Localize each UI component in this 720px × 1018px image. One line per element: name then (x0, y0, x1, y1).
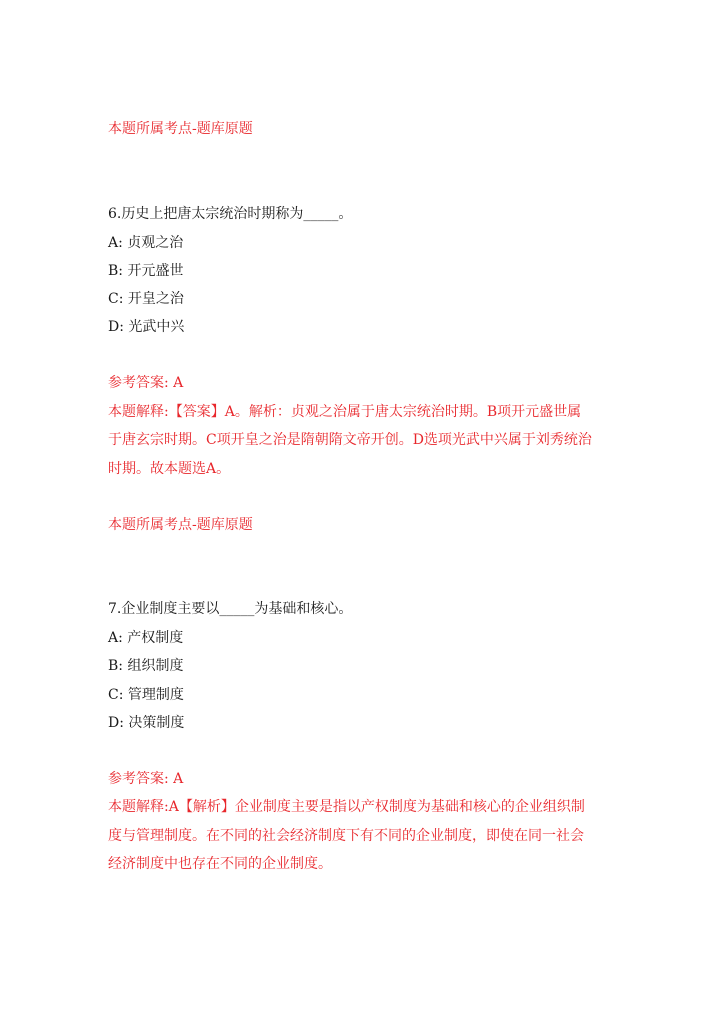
option-a: A: 产权制度 (108, 630, 184, 646)
explanation-line: 时期。故本题选A。 (108, 461, 231, 477)
option-b: B: 开元盛世 (108, 263, 184, 279)
option-c: C: 开皇之治 (108, 291, 184, 307)
topic-source: 本题所属考点-题库原题 (108, 517, 253, 533)
explanation-line: 于唐玄宗时期。C项开皇之治是隋朝隋文帝开创。D选项光武中兴属于刘秀统治 (108, 432, 592, 448)
answer-line: 参考答案: A (108, 375, 184, 391)
answer-line: 参考答案: A (108, 771, 184, 787)
option-c: C: 管理制度 (108, 687, 184, 703)
option-d: D: 决策制度 (108, 715, 185, 731)
option-b: B: 组织制度 (108, 658, 184, 674)
topic-source: 本题所属考点-题库原题 (108, 121, 253, 137)
question-stem: 7.企业制度主要以_____为基础和核心。 (108, 601, 353, 617)
explanation-line: 本题解释:【答案】A。解析：贞观之治属于唐太宗统治时期。B项开元盛世属 (108, 404, 582, 420)
option-d: D: 光武中兴 (108, 319, 185, 335)
explanation-line: 本题解释:A【解析】企业制度主要是指以产权制度为基础和核心的企业组织制 (108, 799, 585, 815)
explanation-line: 经济制度中也存在不同的企业制度。 (108, 856, 332, 872)
option-a: A: 贞观之治 (108, 235, 184, 251)
question-stem: 6.历史上把唐太宗统治时期称为_____。 (108, 206, 353, 222)
explanation-line: 度与管理制度。在不同的社会经济制度下有不同的企业制度，即使在同一社会 (108, 828, 584, 844)
